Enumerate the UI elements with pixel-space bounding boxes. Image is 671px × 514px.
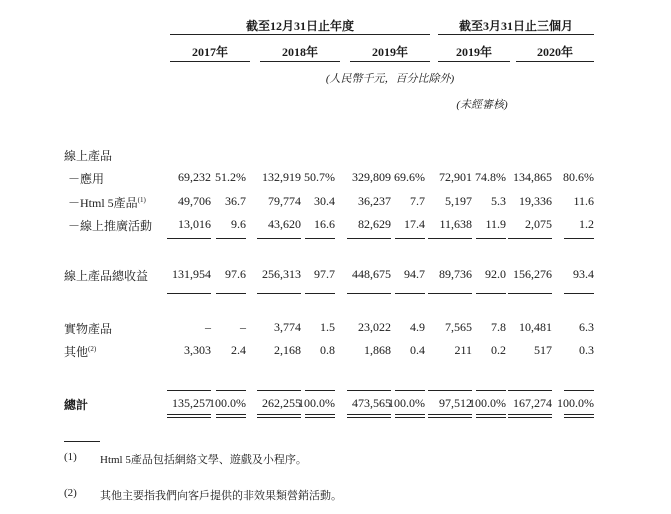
cell-online-total-6: 89,736 xyxy=(439,267,472,281)
total-rule-double-a-0 xyxy=(167,414,211,415)
cell-html5-8: 19,336 xyxy=(519,194,552,208)
total-rule-double-a-4 xyxy=(347,414,391,415)
cell-online-total-4: 448,675 xyxy=(352,267,391,281)
subtotal-rule-top-0 xyxy=(167,238,211,239)
cell-others-2: 2,168 xyxy=(274,343,301,357)
cell-physical-6: 7,565 xyxy=(445,320,472,334)
cell-others-0: 3,303 xyxy=(184,343,211,357)
total-rule-double-b-4 xyxy=(347,417,391,418)
cell-physical-5: 4.9 xyxy=(410,320,425,334)
cell-online-total-5: 94.7 xyxy=(404,267,425,281)
cell-promo-0: 13,016 xyxy=(178,217,211,231)
total-rule-top-8 xyxy=(508,390,552,391)
cell-html5-4: 36,237 xyxy=(358,194,391,208)
footnote-separator xyxy=(64,441,100,442)
cell-online-total-7: 92.0 xyxy=(485,267,506,281)
cell-html5-3: 30.4 xyxy=(314,194,335,208)
cell-total-4: 473,565 xyxy=(352,396,391,410)
cell-others-9: 0.3 xyxy=(579,343,594,357)
cell-others-6: 211 xyxy=(454,343,472,357)
year-rule-2017 xyxy=(170,61,250,62)
subtotal-rule-top-5 xyxy=(395,238,425,239)
cell-physical-8: 10,481 xyxy=(519,320,552,334)
total-rule-double-a-1 xyxy=(216,414,246,415)
subtotal-rule-top-6 xyxy=(428,238,472,239)
cell-online-total-0: 131,954 xyxy=(172,267,211,281)
cell-app-5: 69.6% xyxy=(394,170,425,184)
cell-html5-0: 49,706 xyxy=(178,194,211,208)
cell-physical-9: 6.3 xyxy=(579,320,594,334)
total-rule-double-b-1 xyxy=(216,417,246,418)
subtotal-rule-top-8 xyxy=(508,238,552,239)
cell-physical-4: 23,022 xyxy=(358,320,391,334)
cell-others-4: 1,868 xyxy=(364,343,391,357)
cell-others-7: 0.2 xyxy=(491,343,506,357)
cell-total-3: 100.0% xyxy=(298,396,335,410)
year-rule-2019 xyxy=(350,61,430,62)
total-rule-double-a-6 xyxy=(428,414,472,415)
cell-promo-7: 11.9 xyxy=(485,217,506,231)
cell-physical-3: 1.5 xyxy=(320,320,335,334)
cell-app-6: 72,901 xyxy=(439,170,472,184)
footnote-ref-2: (2) xyxy=(88,345,97,353)
cell-app-4: 329,809 xyxy=(352,170,391,184)
total-rule-double-a-5 xyxy=(395,414,425,415)
subtotal-rule-bottom-7 xyxy=(476,293,506,294)
total-rule-top-1 xyxy=(216,390,246,391)
year-header-2018: 2018年 xyxy=(281,45,318,59)
total-rule-double-b-3 xyxy=(305,417,335,418)
cell-physical-7: 7.8 xyxy=(491,320,506,334)
subtotal-rule-top-1 xyxy=(216,238,246,239)
cell-promo-2: 43,620 xyxy=(268,217,301,231)
period-header-quarter: 截至3月31日止三個月 xyxy=(458,19,573,33)
total-rule-double-a-2 xyxy=(257,414,301,415)
total-rule-top-5 xyxy=(395,390,425,391)
cell-physical-1: – xyxy=(240,320,246,334)
cell-total-5: 100.0% xyxy=(388,396,425,410)
cell-total-2: 262,255 xyxy=(262,396,301,410)
subtotal-rule-top-9 xyxy=(564,238,594,239)
cell-total-7: 100.0% xyxy=(469,396,506,410)
header-rule-fiscal xyxy=(170,34,430,35)
cell-html5-1: 36.7 xyxy=(225,194,246,208)
subtotal-rule-top-3 xyxy=(305,238,335,239)
subtotal-rule-bottom-2 xyxy=(257,293,301,294)
cell-promo-8: 2,075 xyxy=(525,217,552,231)
total-rule-double-b-7 xyxy=(476,417,506,418)
header-rule-quarter xyxy=(438,34,594,35)
subtotal-rule-bottom-3 xyxy=(305,293,335,294)
cell-app-8: 134,865 xyxy=(513,170,552,184)
cell-promo-6: 11,638 xyxy=(439,217,472,231)
cell-total-6: 97,512 xyxy=(439,396,472,410)
total-rule-double-b-0 xyxy=(167,417,211,418)
row-label-total: 總計 xyxy=(64,398,89,412)
footnote-1-number: (1) xyxy=(64,451,77,463)
cell-html5-9: 11.6 xyxy=(573,194,594,208)
cell-html5-2: 79,774 xyxy=(268,194,301,208)
cell-physical-0: – xyxy=(205,320,211,334)
row-label-app: －應用 xyxy=(68,172,105,186)
cell-promo-3: 16.6 xyxy=(314,217,335,231)
cell-app-0: 69,232 xyxy=(178,170,211,184)
total-rule-double-a-8 xyxy=(508,414,552,415)
total-rule-top-7 xyxy=(476,390,506,391)
total-rule-top-0 xyxy=(167,390,211,391)
cell-promo-9: 1.2 xyxy=(579,217,594,231)
total-rule-top-2 xyxy=(257,390,301,391)
cell-others-1: 2.4 xyxy=(231,343,246,357)
cell-app-3: 50.7% xyxy=(304,170,335,184)
cell-physical-2: 3,774 xyxy=(274,320,301,334)
subtotal-rule-bottom-9 xyxy=(564,293,594,294)
subtotal-rule-bottom-6 xyxy=(428,293,472,294)
year-header-2019-q: 2019年 xyxy=(455,45,492,59)
unit-note: (人民幣千元，百分比除外) xyxy=(325,73,455,85)
footnote-2-number: (2) xyxy=(64,487,77,499)
period-header-fiscal-year: 截至12月31日止年度 xyxy=(245,19,354,33)
total-rule-double-a-9 xyxy=(564,414,594,415)
year-header-2017: 2017年 xyxy=(191,45,228,59)
subtotal-rule-top-4 xyxy=(347,238,391,239)
row-label-promo: －線上推廣活動 xyxy=(68,219,153,233)
cell-promo-4: 82,629 xyxy=(358,217,391,231)
subtotal-rule-bottom-5 xyxy=(395,293,425,294)
subtotal-rule-top-7 xyxy=(476,238,506,239)
cell-online-total-8: 156,276 xyxy=(513,267,552,281)
row-label-others: 其他$^{(2)}$ xyxy=(64,345,97,359)
total-rule-double-b-9 xyxy=(564,417,594,418)
total-rule-double-b-6 xyxy=(428,417,472,418)
cell-others-8: 517 xyxy=(534,343,552,357)
section-online-products: 線上產品 xyxy=(64,149,113,163)
total-rule-top-6 xyxy=(428,390,472,391)
cell-promo-1: 9.6 xyxy=(231,217,246,231)
footnote-1-text: Html 5產品包括網絡文學、遊戲及小程序。 xyxy=(100,454,307,466)
total-rule-double-b-2 xyxy=(257,417,301,418)
total-rule-top-3 xyxy=(305,390,335,391)
cell-promo-5: 17.4 xyxy=(404,217,425,231)
cell-html5-7: 5.3 xyxy=(491,194,506,208)
unaudited-note: (未經審核) xyxy=(456,99,508,111)
cell-others-5: 0.4 xyxy=(410,343,425,357)
cell-html5-5: 7.7 xyxy=(410,194,425,208)
cell-total-9: 100.0% xyxy=(557,396,594,410)
cell-total-0: 135,257 xyxy=(172,396,211,410)
cell-total-8: 167,274 xyxy=(513,396,552,410)
row-label-online-total: 線上產品總收益 xyxy=(64,269,149,283)
total-rule-double-b-5 xyxy=(395,417,425,418)
cell-html5-6: 5,197 xyxy=(445,194,472,208)
footnote-ref-1: (1) xyxy=(137,196,146,204)
year-rule-2019-q xyxy=(438,61,510,62)
footnote-2-text: 其他主要指我們向客戶提供的非效果類營銷活動。 xyxy=(100,490,342,502)
cell-app-9: 80.6% xyxy=(563,170,594,184)
total-rule-double-b-8 xyxy=(508,417,552,418)
cell-online-total-3: 97.7 xyxy=(314,267,335,281)
subtotal-rule-bottom-1 xyxy=(216,293,246,294)
subtotal-rule-bottom-4 xyxy=(347,293,391,294)
year-header-2020-q: 2020年 xyxy=(536,45,573,59)
cell-total-1: 100.0% xyxy=(209,396,246,410)
cell-app-1: 51.2% xyxy=(215,170,246,184)
total-rule-top-4 xyxy=(347,390,391,391)
row-label-physical: 實物產品 xyxy=(64,322,113,336)
total-rule-double-a-3 xyxy=(305,414,335,415)
year-rule-2020-q xyxy=(516,61,594,62)
cell-online-total-2: 256,313 xyxy=(262,267,301,281)
subtotal-rule-top-2 xyxy=(257,238,301,239)
cell-others-3: 0.8 xyxy=(320,343,335,357)
cell-app-7: 74.8% xyxy=(475,170,506,184)
subtotal-rule-bottom-8 xyxy=(508,293,552,294)
total-rule-top-9 xyxy=(564,390,594,391)
subtotal-rule-bottom-0 xyxy=(167,293,211,294)
row-label-html5: －Html 5產品$^{(1)}$ xyxy=(68,196,146,210)
total-rule-double-a-7 xyxy=(476,414,506,415)
cell-app-2: 132,919 xyxy=(262,170,301,184)
cell-online-total-9: 93.4 xyxy=(573,267,594,281)
year-rule-2018 xyxy=(260,61,340,62)
year-header-2019: 2019年 xyxy=(371,45,408,59)
cell-online-total-1: 97.6 xyxy=(225,267,246,281)
